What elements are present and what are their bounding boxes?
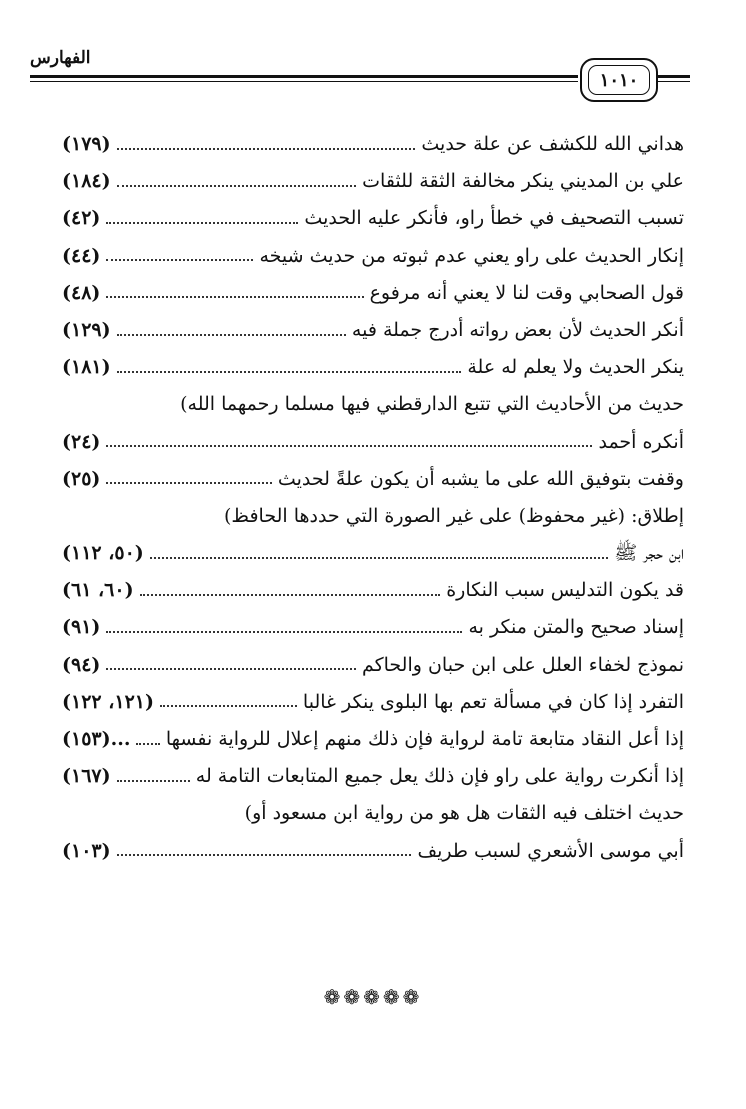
- leader-dots: [106, 296, 363, 298]
- entry-text: وقفت بتوفيق الله على ما يشبه أن يكون علةً لحديث: [277, 467, 684, 490]
- leader-dots: [117, 148, 416, 150]
- leader-dots: [106, 259, 253, 261]
- section-title: الفهارس: [30, 48, 91, 68]
- entry-text: إطلاق: (غير محفوظ) على غير الصورة التي حددها الحافظ): [224, 504, 684, 527]
- index-entry: [62, 461, 684, 498]
- index-entry: [62, 609, 684, 646]
- index-entry: [62, 200, 684, 237]
- entry-text: إذا أنكرت رواية على راو فإن ذلك يعل جميع المتابعات التامة له: [195, 765, 684, 788]
- index-entry: [62, 535, 684, 572]
- entry-text: أنكره أحمد: [598, 430, 684, 453]
- entry-reference: (١٨١): [62, 356, 111, 379]
- entry-text: إسناد صحيح والمتن منكر به: [468, 616, 684, 639]
- entry-text: قول الصحابي وقت لنا لا يعني أنه مرفوع: [369, 281, 684, 304]
- index-entry: [62, 795, 684, 832]
- entry-reference: (٦٠، ٦١): [62, 579, 134, 602]
- ornament-divider: ❁❁❁❁❁: [323, 985, 423, 1009]
- entry-reference: (٢٥): [62, 467, 101, 490]
- index-entry: [62, 238, 684, 275]
- header-rule: [30, 75, 578, 78]
- index-entry: [62, 721, 684, 758]
- leader-dots: [106, 222, 298, 224]
- entry-reference: (١٠٣): [62, 839, 111, 862]
- leader-dots: [160, 705, 297, 707]
- entry-text: نموذج لخفاء العلل على ابن حبان والحاكم: [361, 653, 684, 676]
- entry-text: حديث من الأحاديث التي تتبع الدارقطني فيها مسلما رحمهما الله): [180, 393, 684, 416]
- entry-text: ابن حجر ﷺ: [614, 542, 684, 565]
- index-entry: [62, 572, 684, 609]
- index-entry: [62, 126, 684, 163]
- entry-text: أبي موسى الأشعري لسبب طريف: [417, 839, 684, 862]
- entry-reference: (١٢١، ١٢٢): [62, 690, 154, 713]
- leader-dots: [117, 334, 346, 336]
- leader-dots: [150, 557, 608, 559]
- leader-dots: [117, 854, 412, 856]
- header-rule-right: [658, 75, 690, 78]
- leader-dots: [106, 631, 462, 633]
- entry-text: حديث اختلف فيه الثقات هل هو من رواية ابن مسعود أو): [244, 802, 684, 825]
- entry-text: ينكر الحديث ولا يعلم له علة: [467, 356, 684, 379]
- entry-reference: (٤٢): [62, 207, 101, 230]
- entry-reference: ...(١٥٣): [62, 728, 131, 750]
- index-entry: [62, 684, 684, 721]
- leader-dots: [117, 780, 190, 782]
- page-number: ١٠١٠: [588, 65, 650, 95]
- entry-reference: (٥٠، ١١٢): [62, 542, 144, 565]
- entry-text: تسبب التصحيف في خطأ راو، فأنكر عليه الحديث: [304, 207, 684, 230]
- index-entry: [62, 833, 684, 870]
- entry-text: أنكر الحديث لأن بعض رواته أدرج جملة فيه: [351, 318, 684, 341]
- entry-reference: (٤٤): [62, 244, 101, 267]
- index-entry: [62, 275, 684, 312]
- entry-text: إنكار الحديث على راو يعني عدم ثبوته من حديث شيخه: [259, 244, 684, 267]
- leader-dots: [106, 668, 356, 670]
- entry-reference: (٩٤): [62, 653, 101, 676]
- entry-text: هداني الله للكشف عن علة حديث: [421, 133, 684, 155]
- entry-reference: (١٢٩): [62, 318, 111, 341]
- index-list: [62, 126, 684, 870]
- entry-reference: (٢٤): [62, 430, 101, 453]
- index-entry: [62, 424, 684, 461]
- leader-dots: [136, 743, 159, 745]
- entry-text: علي بن المديني ينكر مخالفة الثقة للثقات: [362, 170, 684, 193]
- page-number-box: [580, 58, 658, 102]
- leader-dots: [117, 185, 357, 187]
- header-rule-right-thin: [658, 81, 690, 82]
- leader-dots: [117, 371, 462, 373]
- entry-reference: (٩١): [62, 616, 101, 639]
- leader-dots: [106, 445, 592, 447]
- index-entry: [62, 163, 684, 200]
- page-header: [30, 40, 690, 100]
- entry-text: إذا أعل النقاد متابعة تامة لرواية فإن ذلك منهم إعلال للرواية نفسها: [165, 728, 684, 750]
- header-rule-thin: [30, 81, 578, 82]
- entry-reference: (١٨٤): [62, 170, 111, 193]
- index-entry: [62, 312, 684, 349]
- index-entry: [62, 758, 684, 795]
- entry-text: قد يكون التدليس سبب النكارة: [446, 579, 684, 602]
- entry-reference: (٤٨): [62, 281, 101, 304]
- index-entry: [62, 498, 684, 535]
- entry-reference: (١٦٧): [62, 765, 111, 788]
- index-entry: [62, 386, 684, 423]
- entry-text: التفرد إذا كان في مسألة تعم بها البلوى ينكر غالبا: [302, 690, 684, 713]
- leader-dots: [140, 594, 441, 596]
- index-entry: [62, 647, 684, 684]
- entry-reference: (١٧٩): [62, 133, 111, 155]
- index-entry: [62, 349, 684, 386]
- leader-dots: [106, 482, 271, 484]
